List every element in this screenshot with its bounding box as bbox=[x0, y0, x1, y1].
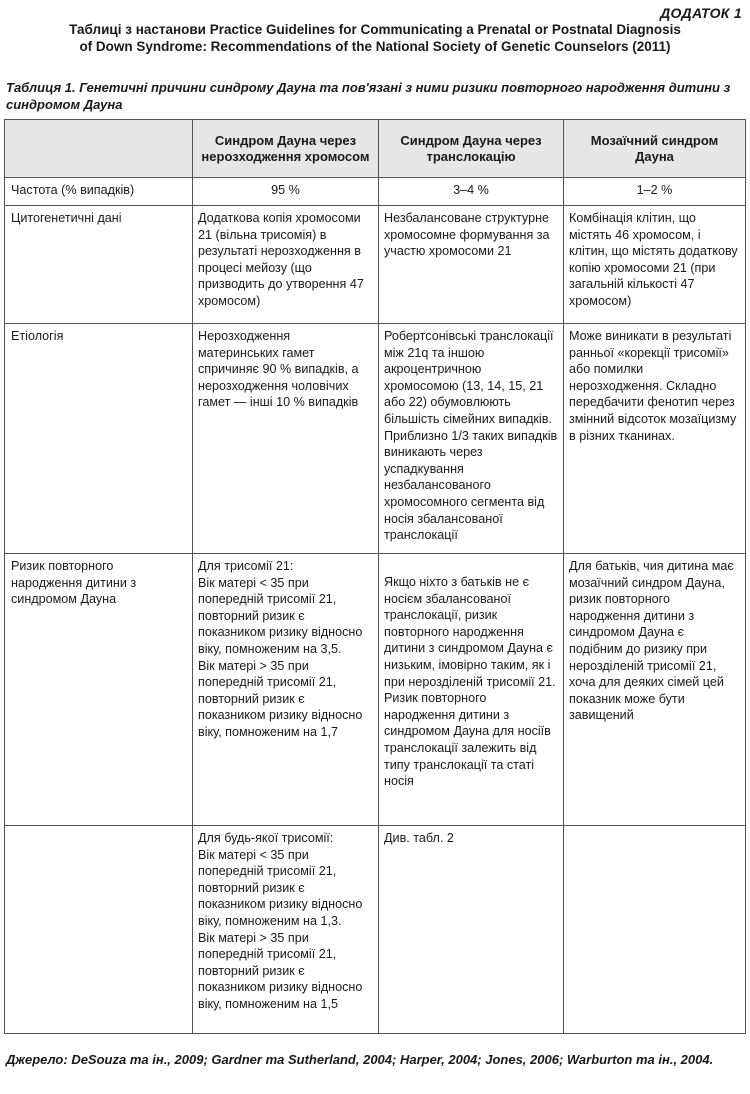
row-label bbox=[5, 826, 193, 1034]
table-row-cytogenetics bbox=[5, 206, 746, 324]
header-cell-mosaic: Мозаїчний синдром Дауна bbox=[564, 120, 746, 178]
row-label: Ризик повторного народження дитини з синдромом Дауна bbox=[5, 554, 193, 826]
table-caption: Таблиця 1. Генетичні причини синдрому Дауна та пов'язані з ними ризики повторного народження дитини з синдромом Дауна bbox=[6, 80, 731, 112]
table-cell: 1–2 % bbox=[564, 178, 746, 206]
cell-item: Для батьків, чия дитина має мозаїчний синдром Дауна, ризик повторного народження дитини з синдромом Дауна є подібним до ризику при нерозділеній трисомії 21, хоча для деяких сімей цей показник може бути завищений bbox=[569, 559, 734, 723]
header-line-1: Таблиці з настанови Practice Guidelines for Communicating a Prenatal or Postnatal Diagnosis bbox=[69, 22, 681, 37]
row-label: Цитогенетичні дані bbox=[5, 206, 193, 324]
table-cell bbox=[379, 826, 564, 1034]
table-cell bbox=[193, 554, 379, 826]
cell-heading bbox=[384, 558, 558, 574]
table-row-recurrence-risk bbox=[5, 554, 746, 826]
cell-item: Якщо ніхто з батьків не є носієм збалансованої транслокації, ризик повторного народження дитини з синдромом Дауна є низьким, імовірно таким, як і при нерозділеній трисомії 21. bbox=[384, 575, 556, 689]
table-cell: Додаткова копія хромосоми 21 (вільна трисомія) в результаті нерозходження в процесі мейозу (що призводить до утворення 47 хромосом) bbox=[193, 206, 379, 324]
cell-item: Див. табл. 2 bbox=[384, 831, 454, 845]
source-note: Джерело: DeSouza та ін., 2009; Gardner та Sutherland, 2004; Harper, 2004; Jones, 2006; Warburton та ін., 2004. bbox=[6, 1052, 714, 1067]
row-label: Етіологія bbox=[5, 324, 193, 554]
table-cell bbox=[564, 554, 746, 826]
table-cell: Робертсонівські транслокації між 21q та іншою акроцентричною хромосомою (13, 14, 15, 21 або 22) обумовлюють більшість сімейних випадків. Приблизно 1/3 таких випадків виникають через успадкування незбалансованого хромосомного сегмента від носія збалансованої транслокації bbox=[379, 324, 564, 554]
table-cell: 3–4 % bbox=[379, 178, 564, 206]
table-cell bbox=[379, 554, 564, 826]
table-row-frequency bbox=[5, 178, 746, 206]
table-cell: Може виникати в результаті ранньої «корекції трисомії» або помилки нерозходження. Складно передбачити фенотип через змінний відсоток мозаїцизму в різних тканинах. bbox=[564, 324, 746, 554]
table-row-etiology bbox=[5, 324, 746, 554]
cell-item: Вік матері > 35 при попередній трисомії 21, повторний ризик є показником ризику відносно віку, помноженим на 1,7 bbox=[198, 658, 363, 739]
cell-heading: Для трисомії 21: bbox=[198, 559, 294, 573]
cell-item: Ризик повторного народження дитини з синдромом Дауна для носіїв транслокації залежить від типу транслокації та статі носія bbox=[384, 691, 551, 789]
table-cell bbox=[193, 826, 379, 1034]
appendix-label: ДОДАТОК 1 bbox=[660, 5, 742, 21]
table-cell bbox=[564, 826, 746, 1034]
header-cell-translocation: Синдром Дауна через транслокацію bbox=[379, 120, 564, 178]
row-label: Частота (% випадків) bbox=[5, 178, 193, 206]
cell-item: Вік матері > 35 при попередній трисомії 21, повторний ризик є показником ризику відносно віку, помноженим на 1,5 bbox=[198, 930, 363, 1011]
document-header bbox=[0, 21, 750, 55]
table-row-recurrence-risk-any-trisomy bbox=[5, 826, 746, 1034]
table-cell: 95 % bbox=[193, 178, 379, 206]
header-cell-empty bbox=[5, 120, 193, 178]
cell-heading: Для будь-якої трисомії: bbox=[198, 831, 334, 845]
genetic-causes-table bbox=[4, 119, 746, 1034]
cell-item: Вік матері < 35 при попередній трисомії 21, повторний ризик є показником ризику відносно віку, помноженим на 1,3. bbox=[198, 847, 363, 928]
cell-item: Вік матері < 35 при попередній трисомії 21, повторний ризик є показником ризику відносно віку, помноженим на 3,5. bbox=[198, 575, 363, 656]
header-line-2: of Down Syndrome: Recommendations of the National Society of Genetic Counselors (2011) bbox=[79, 39, 671, 54]
table-cell: Комбінація клітин, що містять 46 хромосом, і клітин, що містять додаткову копію хромосоми 21 (при загальній кількості 47 хромосом) bbox=[564, 206, 746, 324]
table-header-row bbox=[5, 120, 746, 178]
header-cell-nondisjunction: Синдром Дауна через нерозходження хромосом bbox=[193, 120, 379, 178]
table-cell: Нерозходження материнських гамет спричиняє 90 % випадків, а нерозходження чоловічих гамет — інші 10 % випадків bbox=[193, 324, 379, 554]
table-cell: Незбалансоване структурне хромосомне формування за участю хромосоми 21 bbox=[379, 206, 564, 324]
